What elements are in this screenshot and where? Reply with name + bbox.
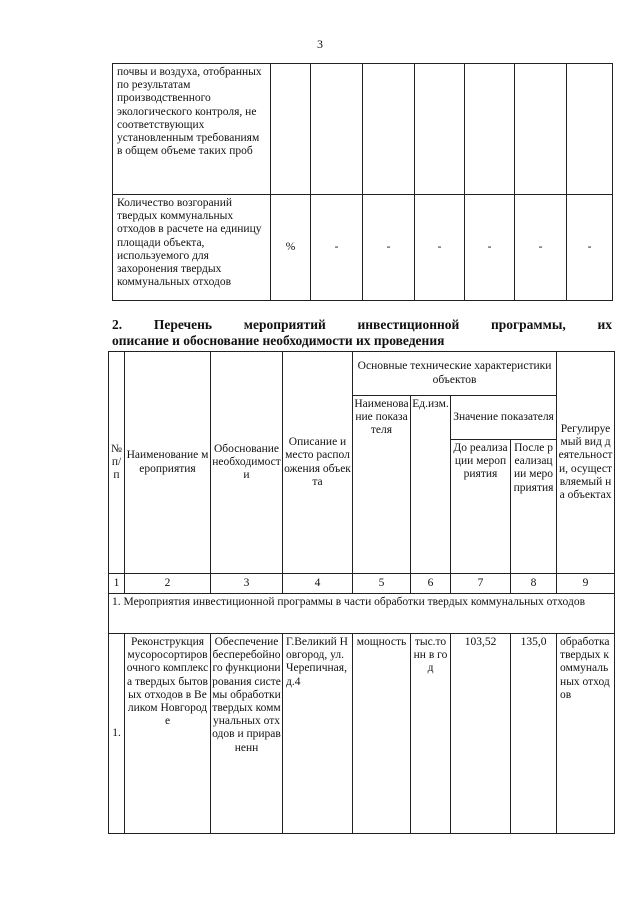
header-indicator: Наименование показателя (353, 396, 411, 574)
header-description: Описание и место расположения объекта (283, 352, 353, 574)
row-description: Г.Великий Новгород, ул.Черепичная,д.4 (283, 634, 353, 834)
indicator-value: - (363, 195, 415, 301)
indicator-value (567, 64, 613, 195)
row-num: 1. (109, 634, 125, 834)
column-number: 8 (511, 574, 557, 594)
indicator-value (465, 64, 515, 195)
indicator-value (515, 64, 567, 195)
row-after: 135,0 (511, 634, 557, 834)
header-activity: Регулируемый вид деятельности, осуществляемый на объектах (557, 352, 615, 574)
table-row (113, 195, 613, 301)
row-justification: Обеспечение бесперебойного функционирования системы обработки твердых коммунальных отходов и приравненн (211, 634, 283, 834)
column-number: 1 (109, 574, 125, 594)
indicator-value (311, 64, 363, 195)
column-numbers-row (109, 574, 615, 594)
column-number: 5 (353, 574, 411, 594)
header-justification: Обоснование необходимости (211, 352, 283, 574)
row-unit: тыс.тонн в год (411, 634, 451, 834)
header-name: Наименование мероприятия (125, 352, 211, 574)
table-row (113, 64, 613, 195)
section-title-row: 1. Мероприятия инвестиционной программы в части обработки твердых коммунальных отходов (109, 594, 615, 634)
header-num: № п/п (109, 352, 125, 574)
header-value-group: Значение показателя (451, 396, 557, 440)
row-activity: обработка твердых коммунальных отходов (557, 634, 615, 834)
header-unit: Ед.изм. (411, 396, 451, 574)
indicator-value (363, 64, 415, 195)
indicator-unit: % (271, 195, 311, 301)
column-number: 3 (211, 574, 283, 594)
indicator-value: - (515, 195, 567, 301)
section-heading-continued: описание и обоснование необходимости их проведения (112, 333, 445, 348)
indicators-table (112, 63, 613, 301)
measures-table (108, 351, 615, 834)
row-name: Реконструкция мусоросортировочного комплекса твердых бытовых отходов в Великом Новгороде (125, 634, 211, 834)
row-before: 103,52 (451, 634, 511, 834)
header-tech-group: Основные технические характеристики объектов (353, 352, 557, 396)
section-heading: 2. Перечень мероприятий инвестиционной программы, их (112, 317, 612, 332)
column-number: 2 (125, 574, 211, 594)
column-number: 6 (411, 574, 451, 594)
indicator-name: почвы и воздуха, отобранных по результатам производственного экологического контроля, не соответствующих установленным требованиям в общем объеме таких проб (113, 64, 271, 195)
indicator-unit (271, 64, 311, 195)
header-after: После реализации мероприятия (511, 440, 557, 574)
indicator-value: - (465, 195, 515, 301)
indicator-value: - (415, 195, 465, 301)
table-row (109, 634, 615, 834)
row-indicator: мощность (353, 634, 411, 834)
page-number: 3 (317, 37, 323, 51)
column-number: 4 (283, 574, 353, 594)
indicator-value: - (311, 195, 363, 301)
indicator-value (415, 64, 465, 195)
header-before: До реализации мероприятия (451, 440, 511, 574)
indicator-value: - (567, 195, 613, 301)
indicator-name: Количество возгораний твердых коммунальных отходов в расчете на единицу площади объекта, используемого для захоронения твердых коммунальных отходов (113, 195, 271, 301)
column-number: 9 (557, 574, 615, 594)
column-number: 7 (451, 574, 511, 594)
